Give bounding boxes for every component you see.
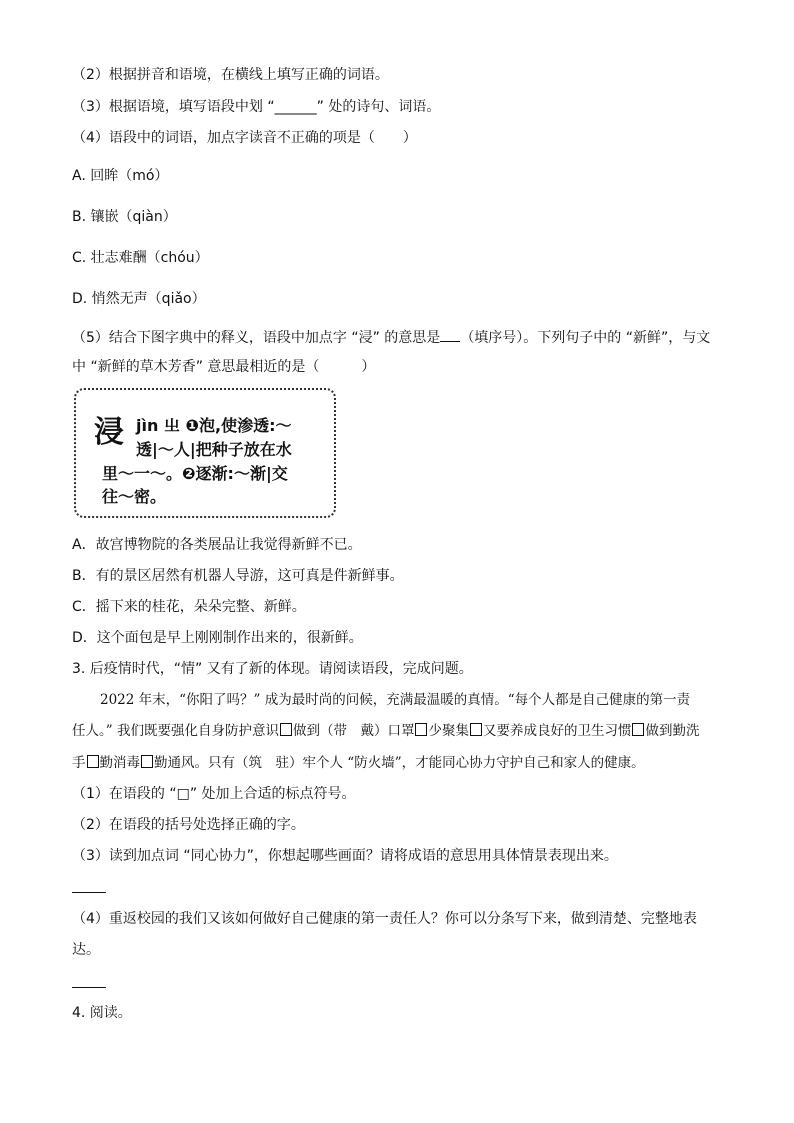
passage-text: 勤消毒 xyxy=(99,755,140,771)
q2-sub3-post: ” 处的诗句、词语。 xyxy=(316,99,441,115)
q2-opt-a: A. 回眸（mó） xyxy=(72,168,169,184)
q3-title: 3. 后疫情时代，“情” 又有了新的体现。请阅读语段，完成问题。 xyxy=(72,661,473,677)
q2-sub3-pre: （3）根据语境，填写语段中划 “ xyxy=(72,99,275,115)
dictionary-entry xyxy=(74,388,336,518)
passage-text: 又要养成良好的卫生习惯 xyxy=(482,723,632,739)
q2-sub5-line1 xyxy=(72,327,710,348)
passage-text: 任人。” 我们既要强化自身防护意识 xyxy=(72,723,279,739)
q2-sub4: （4）语段中的词语，加点字读音不正确的项是（ ） xyxy=(72,130,417,146)
q2-sub3-blank: ______ xyxy=(274,99,317,115)
q2-choice-b: B．有的景区居然有机器人导游，这可真是件新鲜事。 xyxy=(72,568,404,584)
q2-sub3 xyxy=(72,97,440,117)
dictionary-line-1: jìn 㞢 ❶泡,使渗透:～ xyxy=(136,416,292,435)
q2-sub5-post: （填序号）。下列句子中的 “新鲜”，与文 xyxy=(460,330,711,346)
q2-choice-d: D．这个面包是早上刚刚制作出来的，很新鲜。 xyxy=(72,630,363,646)
dictionary-line-4: 往～密。 xyxy=(102,487,167,506)
punctuation-box xyxy=(280,723,292,736)
q3-sub1: （1）在语段的 “□” 处加上合适的标点符号。 xyxy=(72,786,356,802)
q2-sub5-line2: 中 “新鲜的草木芳香” 意思最相近的是（ ） xyxy=(72,359,376,375)
passage-text: 少聚集 xyxy=(428,723,469,739)
answer-line xyxy=(72,987,106,988)
passage-text: 手 xyxy=(72,755,86,771)
q3-passage-line-2 xyxy=(72,721,699,741)
passage-text: 做到勤洗 xyxy=(645,723,700,739)
dictionary-line-2: 透|～人|把种子放在水 xyxy=(136,440,292,459)
q2-sub5-pre: （5）结合下图字典中的释义，语段中加点字 “浸” 的意思是 xyxy=(72,330,441,346)
q3-sub4-line1: （4）重返校园的我们又该如何做好自己健康的第一责任人？你可以分条写下来，做到清楚、完整地表 xyxy=(72,911,697,927)
punctuation-box xyxy=(470,723,482,736)
q2-opt-c: C. 壮志难酬（chóu） xyxy=(72,250,209,266)
answer-line xyxy=(72,892,106,893)
punctuation-box xyxy=(415,723,427,736)
q2-choice-a: A．故宫博物院的各类展品让我觉得新鲜不已。 xyxy=(72,537,362,553)
q3-sub2: （2）在语段的括号处选择正确的字。 xyxy=(72,817,305,833)
q3-sub3: （3）读到加点词 “同心协力”，你想起哪些画面？请将成语的意思用具体情景表现出来。 xyxy=(72,848,618,864)
q2-sub2: （2）根据拼音和语境，在横线上填写正确的词语。 xyxy=(72,67,389,83)
dictionary-line-3: 里～一～。❷逐渐:～渐|交 xyxy=(102,464,288,483)
punctuation-box xyxy=(141,755,153,768)
q2-opt-d: D. 悄然无声（qiǎo） xyxy=(72,291,206,307)
q3-passage-line-1: 2022 年末，“你阳了吗？” 成为最时尚的问候，充满最温暖的真情。“每个人都是自己健康的第一责 xyxy=(100,692,691,708)
q4-title: 4. 阅读。 xyxy=(72,1005,132,1021)
punctuation-box xyxy=(87,755,99,768)
answer-blank xyxy=(440,327,460,342)
q3-sub4-line2: 达。 xyxy=(72,942,100,958)
q3-passage-line-3 xyxy=(72,753,645,773)
dictionary-headword: 浸 xyxy=(94,415,124,450)
passage-text: 勤通风。只有（筑 驻）牢个人 “防火墙”，才能同心协力守护自己和家人的健康。 xyxy=(154,755,645,771)
punctuation-box xyxy=(632,723,644,736)
q2-choice-c: C．摇下来的桂花，朵朵完整、新鲜。 xyxy=(72,599,306,615)
q2-opt-b: B. 镶嵌（qiàn） xyxy=(72,209,177,225)
passage-text: 做到（带 戴）口罩 xyxy=(292,723,415,739)
